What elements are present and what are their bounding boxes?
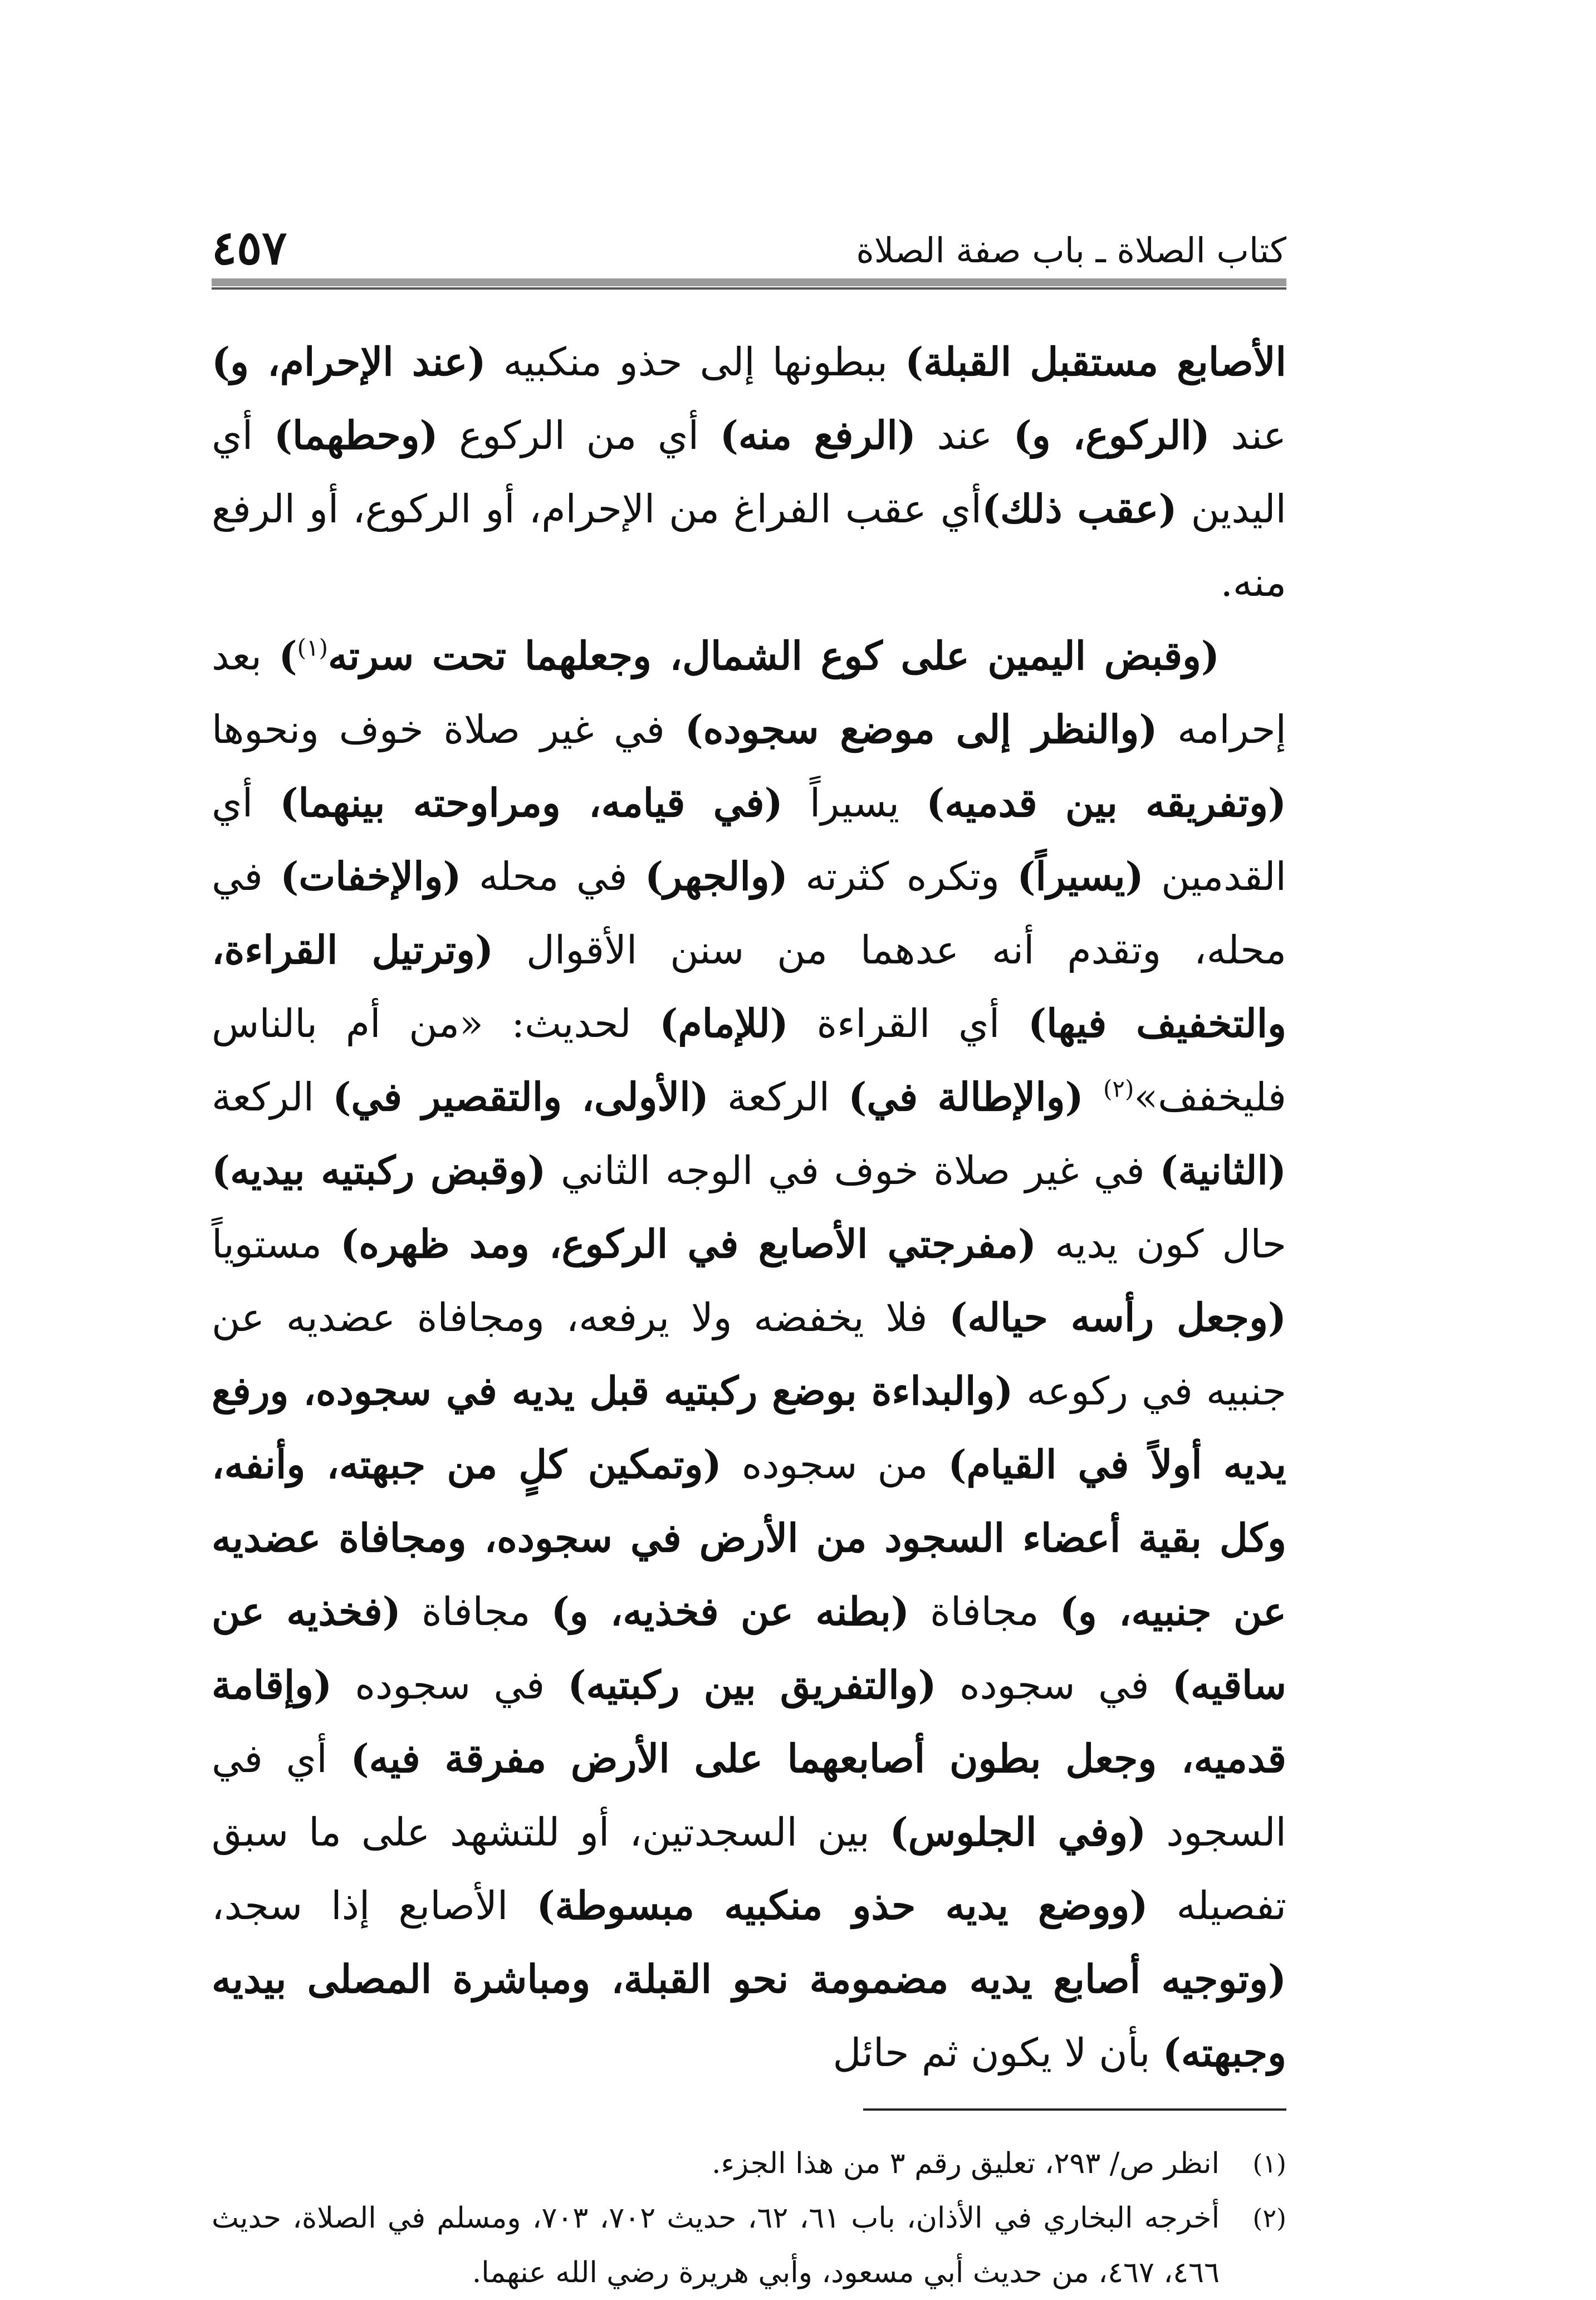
matn-text: (والجهر) [644, 853, 788, 899]
matn-text: (وفي الجلوس) [889, 1809, 1147, 1855]
footnote-number: (٢) [1252, 2203, 1286, 2233]
matn-text: (مفرجتي الأصابع في الركوع، ومد ظهره) [340, 1221, 1037, 1267]
matn-text: (الأولى، والتقصير في) [332, 1074, 709, 1120]
sharh-text: فلا يخفضه ولا يرفعه، ومجافاة عضديه عن جنبيه في ركوعه [212, 1295, 1287, 1414]
sharh-text: في سجوده [936, 1662, 1172, 1708]
matn-text: (وحطهما) [273, 412, 438, 458]
matn-text: (وجعل رأسه حياله) [949, 1294, 1286, 1340]
sharh-text: الركعة [212, 1074, 333, 1120]
matn-text: (في قيامه، ومراوحته بينهما) [280, 780, 783, 826]
matn-text: (والنظر إلى موضع سجوده) [684, 706, 1158, 752]
matn-text: (وتمكين كلٍ من جبهته، وأنفه، وكل بقية أعضاء السجود من الأرض في سجوده، ومجافاة عضديه عن جنبيه، و) [212, 1441, 1287, 1635]
footnote-divider [863, 2108, 1286, 2111]
matn-text: (وتفريقه بين قدميه) [926, 780, 1287, 826]
sharh-text: عند [1210, 413, 1286, 458]
sharh-text: بين السجدتين، أو للتشهد على ما سبق تفصيله [212, 1809, 1286, 1929]
sharh-text: في سجوده [332, 1662, 568, 1708]
matn-text: (والإطالة في) [848, 1074, 1104, 1120]
matn-text: (الركوع، و) [1013, 412, 1210, 458]
footnote-ref-2[interactable]: (٢) [1103, 1075, 1134, 1103]
matn-text: (وقبض اليمين على كوع الشمال، وجعلهما تحت سرته [327, 633, 1220, 679]
sharh-text: عند [916, 413, 1014, 458]
sharh-text: لحديث: «من أم بالناس فليخفف» [212, 1001, 1287, 1120]
sharh-text: حال كون يديه [1036, 1221, 1287, 1267]
sharh-text: أي القراءة [788, 1001, 1028, 1046]
sharh-text: من سجوده [721, 1442, 948, 1487]
sharh-text: بأن لا يكون ثم حائل [833, 2030, 1163, 2076]
matn-text: الأصابع مستقبل القبلة) [905, 339, 1287, 385]
matn-text: (والبداءة بوضع ركبتيه قبل يديه في سجوده، ورفع يديه أولاً في القيام) [212, 1368, 1286, 1487]
sharh-text: مجافاة [400, 1589, 551, 1635]
matn-text: (ووضع يديه حذو منكبيه مبسوطة) [536, 1882, 1148, 1929]
matn-text: (والتفريق بين ركبتيه) [567, 1662, 937, 1708]
main-text [212, 325, 1286, 2089]
sharh-text: أي القدمين [212, 780, 1287, 899]
sharh-text: وتكره كثرته [787, 854, 1017, 899]
sharh-text: أي في السجود [212, 1736, 1286, 1855]
matn-text: (يسيراً) [1017, 853, 1144, 899]
sharh-text: مستوياً [212, 1221, 341, 1267]
matn-text: (فخذيه عن ساقيه) [212, 1588, 1287, 1708]
sharh-text: في محله [461, 854, 645, 899]
matn-text: ) [278, 633, 297, 679]
footnote-text: أخرجه البخاري في الأذان، باب ٦١، ٦٢، حديث ٧٠٢، ٧٠٣، ومسلم في الصلاة، حديث ٤٦٦، ٤٦٧، من حديث أبي مسعود، وأبي هريرة رضي الله عنهما. [212, 2201, 1220, 2289]
matn-text: (عند الإحرام، و) [212, 339, 486, 385]
sharh-text: ببطونها إلى حذو منكبيه [486, 339, 905, 385]
sharh-text: أي اليدين [212, 413, 1286, 532]
footnote-number: (١) [1252, 2149, 1286, 2179]
sharh-text: مجافاة [909, 1589, 1060, 1635]
sharh-text: الركعة [708, 1074, 849, 1120]
matn-text: (للإمام) [659, 1000, 789, 1046]
sharh-text: أي عقب الفراغ من الإحرام، أو الركوع، أو الرفع منه. [212, 486, 1286, 605]
matn-text: (وتوجيه أصابع يديه مضمومة نحو القبلة، ومباشرة المصلى بيديه وجبهته) [212, 1956, 1286, 2076]
matn-text: (بطنه عن فخذيه، و) [551, 1588, 910, 1635]
paragraph-2 [212, 619, 1286, 2089]
page-header [212, 200, 1286, 286]
sharh-text: يسيراً [782, 780, 927, 826]
footnote-ref-1[interactable]: (١) [297, 634, 328, 662]
matn-text: (عقب ذلك) [981, 486, 1177, 532]
book-page [212, 200, 1287, 2289]
matn-text: (وإقامة قدميه، وجعل بطون أصابعهما على الأرض مفرقة فيه) [212, 1662, 1286, 1782]
footnote-text: انظر ص/ ٢٩٣، تعليق رقم ٣ من هذا الجزء. [712, 2147, 1220, 2180]
page-number: ٤٥٧ [212, 220, 287, 275]
sharh-text: في غير صلاة خوف في الوجه الثاني [546, 1148, 1160, 1193]
matn-text: (والإخفات) [280, 853, 462, 899]
running-title: كتاب الصلاة ـ باب صفة الصلاة [856, 230, 1286, 271]
sharh-text: الأصابع إذا سجد، [212, 1883, 537, 1929]
matn-text: (وقبض ركبتيه بيديه) [212, 1147, 546, 1193]
footnotes [212, 2136, 1286, 2300]
sharh-text: بعد إحرامه [212, 633, 1287, 752]
footnote-1 [212, 2136, 1286, 2191]
sharh-text: أي من الركوع [438, 413, 720, 458]
matn-text: (الرفع منه) [719, 412, 916, 458]
sharh-text: في محله، وتقدم أنه عدهما من سنن الأقوال [212, 854, 1286, 973]
matn-text: (الثانية) [1159, 1147, 1286, 1193]
sharh-text: في غير صلاة خوف ونحوها [212, 707, 685, 752]
matn-text: (وترتيل القراءة، والتخفيف فيها) [212, 927, 1286, 1046]
paragraph-1 [212, 325, 1286, 619]
footnote-2 [212, 2191, 1286, 2300]
